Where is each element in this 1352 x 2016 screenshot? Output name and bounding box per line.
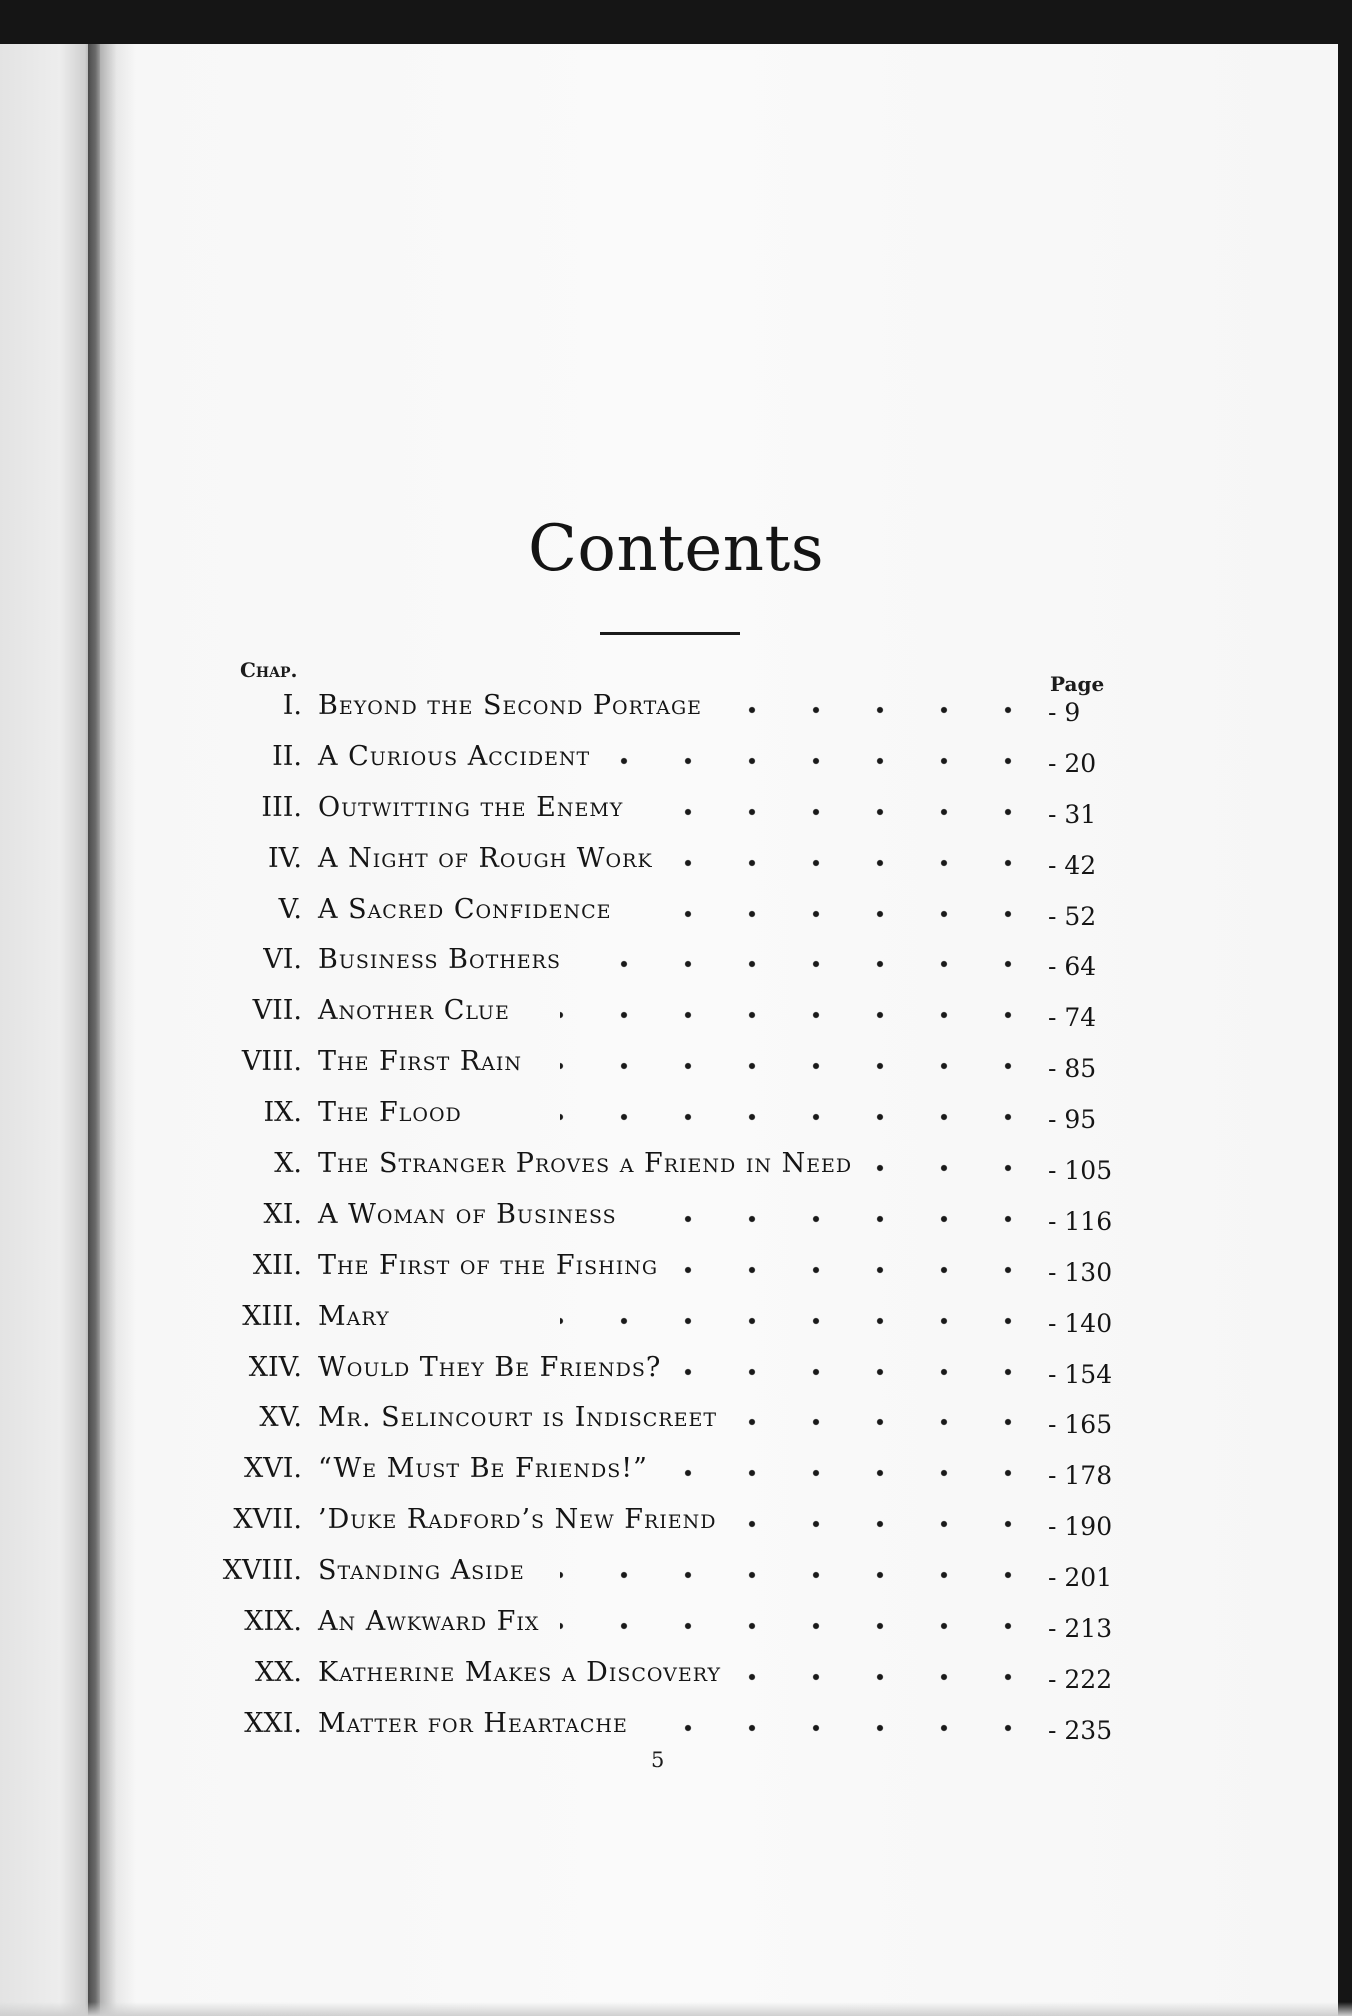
toc-entry	[0, 1449, 1352, 1500]
toc-entry	[0, 940, 1352, 991]
dot-leader	[666, 1463, 1040, 1483]
dot-leader	[560, 1056, 1040, 1076]
page-number: - 165	[1048, 1410, 1118, 1439]
dot-leader	[676, 1260, 1040, 1280]
page-number: - 52	[1048, 902, 1118, 931]
dot-leader	[735, 1412, 1040, 1432]
chapter-number: XIX.	[244, 1606, 302, 1638]
page-number: - 85	[1048, 1054, 1118, 1083]
chapter-title: Mary	[318, 1300, 390, 1332]
chapter-number: XII.	[252, 1249, 302, 1281]
toc-entry	[0, 839, 1352, 890]
table-of-contents	[0, 686, 1352, 1755]
chapter-title: Matter for Heartache	[318, 1707, 628, 1739]
dot-leader	[646, 1718, 1040, 1738]
toc-entry	[0, 1348, 1352, 1399]
page-number: - 154	[1048, 1360, 1118, 1389]
toc-entry	[0, 1602, 1352, 1653]
dot-leader	[560, 1005, 1040, 1025]
chapter-number: XVIII.	[222, 1555, 302, 1587]
chapter-column-header: Chap.	[240, 658, 298, 682]
chapter-number: XIV.	[248, 1351, 302, 1383]
toc-entry	[0, 1551, 1352, 1602]
page-title: Contents	[527, 512, 825, 586]
title-rule	[600, 632, 740, 635]
chapter-number: III.	[261, 791, 302, 823]
chapter-number: I.	[282, 690, 302, 721]
page-number: - 213	[1048, 1614, 1118, 1643]
page-number: - 9	[1048, 698, 1118, 727]
dot-leader	[635, 1209, 1040, 1229]
toc-entry	[0, 1704, 1352, 1755]
dot-leader	[560, 1616, 1040, 1636]
chapter-number: XV.	[259, 1402, 302, 1434]
dot-leader	[641, 802, 1040, 822]
chapter-number: II.	[272, 740, 302, 772]
page-number: - 42	[1048, 851, 1118, 880]
page-number: - 95	[1048, 1105, 1118, 1134]
chapter-title: A Woman of Business	[318, 1198, 617, 1230]
page-number: - 140	[1048, 1309, 1118, 1338]
chapter-number: V.	[278, 893, 302, 925]
toc-entry	[0, 1246, 1352, 1297]
chapter-number: IX.	[263, 1097, 302, 1129]
dot-leader	[560, 1565, 1040, 1585]
chapter-title: The Flood	[318, 1097, 462, 1129]
chapter-number: IV.	[267, 842, 302, 874]
chapter-number: VI.	[263, 944, 302, 976]
chapter-number: XIII.	[242, 1300, 302, 1332]
page-number: - 64	[1048, 952, 1118, 981]
chapter-title: Another Clue	[318, 995, 510, 1027]
toc-entry	[0, 686, 1352, 737]
chapter-title: Standing Aside	[318, 1555, 525, 1587]
dot-leader	[560, 1311, 1040, 1331]
page-number: - 105	[1048, 1156, 1118, 1185]
dot-leader	[739, 1667, 1040, 1687]
chapter-title: An Awkward Fix	[318, 1606, 540, 1638]
chapter-title: The Stranger Proves a Friend in Need	[318, 1148, 853, 1180]
chapter-number: VIII.	[241, 1046, 302, 1078]
chapter-title: The First of the Fishing	[318, 1249, 659, 1281]
chapter-number: VII.	[252, 995, 302, 1027]
toc-entry	[0, 737, 1352, 788]
chapter-title: Beyond the Second Portage	[318, 690, 703, 721]
page-number: - 178	[1048, 1461, 1118, 1490]
chapter-number: X.	[274, 1148, 302, 1180]
dot-leader	[608, 751, 1040, 771]
chapter-title: Mr. Selincourt is Indiscreet	[318, 1402, 717, 1434]
page-number: - 222	[1048, 1665, 1118, 1694]
toc-entry	[0, 991, 1352, 1042]
toc-entry	[0, 1042, 1352, 1093]
chapter-title: Outwitting the Enemy	[318, 791, 624, 823]
chapter-title: The First Rain	[318, 1046, 523, 1078]
toc-entry	[0, 788, 1352, 839]
chapter-number: XX.	[254, 1656, 302, 1688]
toc-entry	[0, 1093, 1352, 1144]
chapter-title: A Curious Accident	[318, 740, 591, 772]
page-number: - 190	[1048, 1512, 1118, 1541]
chapter-title: A Night of Rough Work	[318, 842, 653, 874]
toc-entry	[0, 890, 1352, 941]
page-number: - 116	[1048, 1207, 1118, 1236]
dot-leader	[671, 853, 1040, 873]
chapter-title: Katherine Makes a Discovery	[318, 1656, 721, 1688]
chapter-number: XXI.	[244, 1707, 302, 1739]
toc-entry	[0, 1144, 1352, 1195]
dot-leader	[720, 700, 1040, 720]
page-number: - 31	[1048, 800, 1118, 829]
page-number: - 201	[1048, 1563, 1118, 1592]
page-bottom-edge	[0, 2002, 1352, 2016]
chapter-title: Business Bothers	[318, 944, 562, 976]
chapter-title: Would They Be Friends?	[318, 1351, 662, 1383]
chapter-title: “We Must Be Friends!”	[318, 1453, 648, 1485]
folio-page-number: 5	[651, 1748, 665, 1772]
dot-leader	[579, 954, 1040, 974]
toc-entry	[0, 1500, 1352, 1551]
chapter-number: XI.	[263, 1198, 302, 1230]
toc-entry	[0, 1398, 1352, 1449]
chapter-number: XVI.	[244, 1453, 302, 1485]
page-column-header: Page	[1050, 672, 1105, 696]
page-number: - 235	[1048, 1716, 1118, 1745]
page-number: - 20	[1048, 749, 1118, 778]
chapter-number: XVII.	[233, 1504, 302, 1536]
toc-entry	[0, 1297, 1352, 1348]
dot-leader	[870, 1158, 1040, 1178]
toc-entry	[0, 1653, 1352, 1704]
dot-leader	[630, 904, 1040, 924]
dot-leader	[735, 1514, 1040, 1534]
chapter-title: A Sacred Confidence	[318, 893, 612, 925]
dot-leader	[679, 1362, 1040, 1382]
dot-leader	[560, 1107, 1040, 1127]
page-number: - 130	[1048, 1258, 1118, 1287]
toc-entry	[0, 1195, 1352, 1246]
chapter-title: ’Duke Radford’s New Friend	[318, 1504, 717, 1536]
page-number: - 74	[1048, 1003, 1118, 1032]
